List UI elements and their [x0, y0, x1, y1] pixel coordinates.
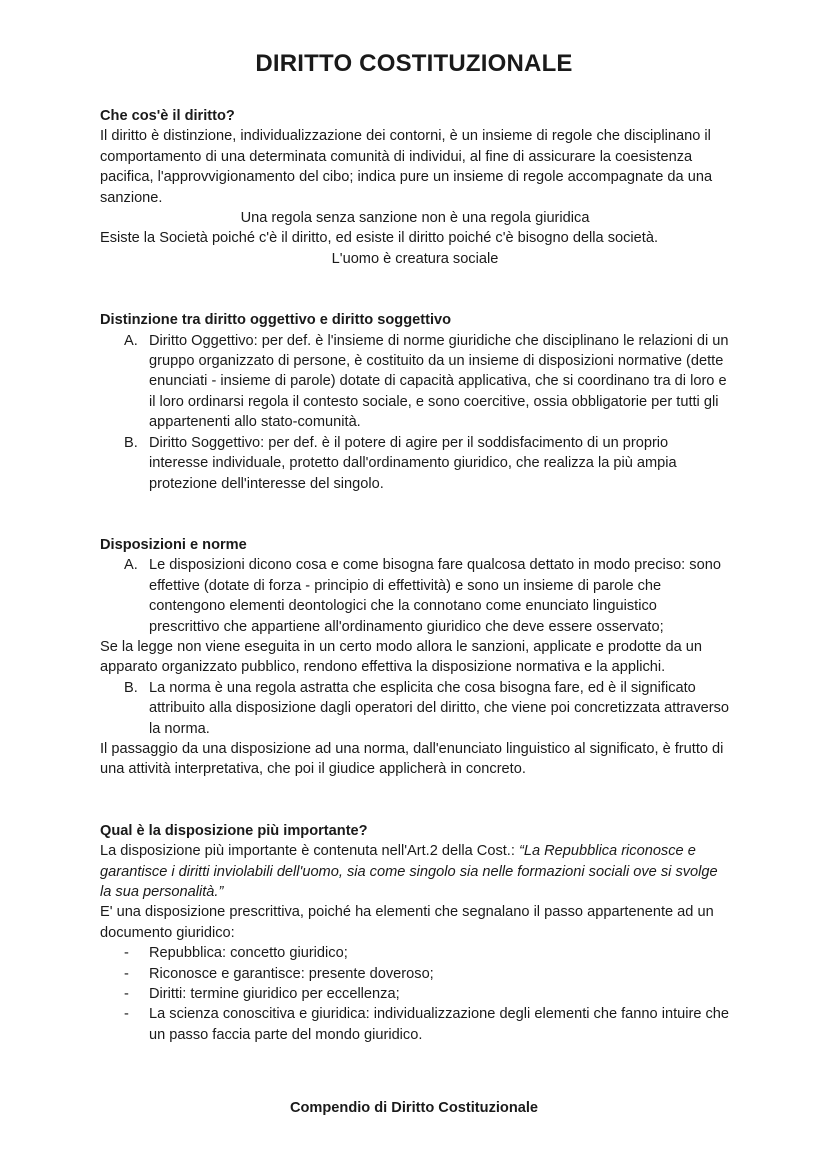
page-footer: Compendio di Diritto Costituzionale [289, 1100, 539, 1116]
paragraph-article-2 [100, 841, 730, 902]
list-item-text: Le disposizioni dicono cosa e come bisogna fare qualcosa dettato in modo preciso: sono effettive (dotate di forza - principio di effettività) e sono un insieme di parole che contengono elementi deontologici che la connotano come enunciato linguistico prescrittivo che appartiene all'ordinamento giuridico che deve essere osservato; [149, 557, 721, 635]
list-item-text: La norma è una regola astratta che esplicita che cosa bisogna fare, ed è il significato attribuito alla disposizione dagli operatori del diritto, che viene poi concretizzata attraverso la norma. [149, 679, 730, 737]
paragraph-sanctions: Se la legge non viene eseguita in un certo modo allora le sanzioni, applicate e prodotte da un apparato organizzato pubblico, rendono effettiva la disposizione normativa e la applichi. [100, 638, 702, 676]
document-title: DIRITTO COSTITUZIONALE [255, 50, 573, 77]
list-item [100, 943, 730, 963]
list-marker: B. [124, 434, 138, 451]
dash-marker: - [124, 986, 129, 1003]
list-marker: A. [124, 557, 138, 574]
list-item-text: La scienza conoscitiva e giuridica: individualizzazione degli elementi che fanno intuire che un passo faccia parte del mondo giuridico. [149, 1006, 730, 1043]
dash-marker: - [124, 945, 129, 962]
section-heading-what-is-law: Che cos'è il diritto? [100, 108, 235, 124]
list-marker: A. [124, 332, 138, 349]
paragraph-society: Esiste la Società poiché c'è il diritto, ed esiste il diritto poiché c'è bisogno della società. [100, 230, 659, 247]
list-marker: B. [124, 679, 138, 696]
elements-bullet-list [100, 943, 730, 1045]
list-item-text: Diritto Soggettivo: per def. è il potere di agire per il soddisfacimento di un proprio interesse individuale, protetto dall'ordinamento giuridico, che realizza la più ampia protezione dell'interesse del singolo. [149, 434, 677, 492]
dash-marker: - [124, 1006, 129, 1023]
section-heading-most-important: Qual è la disposizione più importante? [100, 822, 368, 839]
section-heading-provisions-norms: Disposizioni e norme [100, 536, 247, 553]
objective-subjective-list [100, 331, 730, 494]
paragraph-prescriptive: E' una disposizione prescrittiva, poiché ha elementi che segnalano il passo appartenente ad un documento giuridico: [100, 904, 714, 941]
list-item-text: Diritti: termine giuridico per eccellenza; [149, 986, 400, 1003]
paragraph-interpretation: Il passaggio da una disposizione ad una norma, dall'enunciato linguistico al significato, è frutto di una attività interpretativa, che poi il giudice applicherà in concreto. [100, 740, 724, 778]
list-item [100, 678, 730, 739]
document-body [100, 106, 730, 1045]
list-item [100, 964, 730, 984]
centered-statement-sanction: Una regola senza sanzione non è una regola giuridica [240, 210, 590, 227]
article-quote: “La Repubblica riconosce e garantisce i diritti inviolabili dell'uomo, sia come singolo sia nelle formazioni sociali ove si svolge la sua personalità.” [100, 843, 718, 900]
list-item [100, 555, 730, 637]
list-item-text: Riconosce e garantisce: presente doveroso; [149, 965, 434, 982]
list-item-text: Repubblica: concetto giuridico; [149, 945, 348, 962]
list-item [100, 1004, 730, 1045]
list-item [100, 984, 730, 1004]
provisions-list-b [100, 678, 730, 739]
centered-statement-social: L'uomo è creatura sociale [331, 250, 499, 267]
dash-marker: - [124, 965, 129, 982]
paragraph-definition: Il diritto è distinzione, individualizzazione dei contorni, è un insieme di regole che disciplinano il comportamento di una determinata comunità di individui, al fine di assicurare la coesistenza pacifica, l'approvvigionamento del cibo; indica pure un insieme di regole accompagnate da una sanzione. [100, 128, 713, 206]
list-item [100, 433, 730, 494]
section-heading-objective-subjective: Distinzione tra diritto oggettivo e diritto soggettivo [100, 312, 452, 329]
provisions-list-a [100, 555, 730, 637]
article-intro: La disposizione più importante è contenuta nell'Art.2 della Cost.: [100, 843, 519, 860]
list-item-text: Diritto Oggettivo: per def. è l'insieme di norme giuridiche che disciplinano le relazioni di un gruppo organizzato di persone, è costituito da un insieme di disposizioni normative (dette enunciati - insieme di parole) dotate di capacità applicativa, che si coordinano tra di loro e il loro ordinarsi regola il contesto sociale, e sono coercitive, ossia obbligatorie per tutti gli appartenenti allo stato-comunità. [149, 332, 729, 431]
list-item [100, 331, 730, 433]
